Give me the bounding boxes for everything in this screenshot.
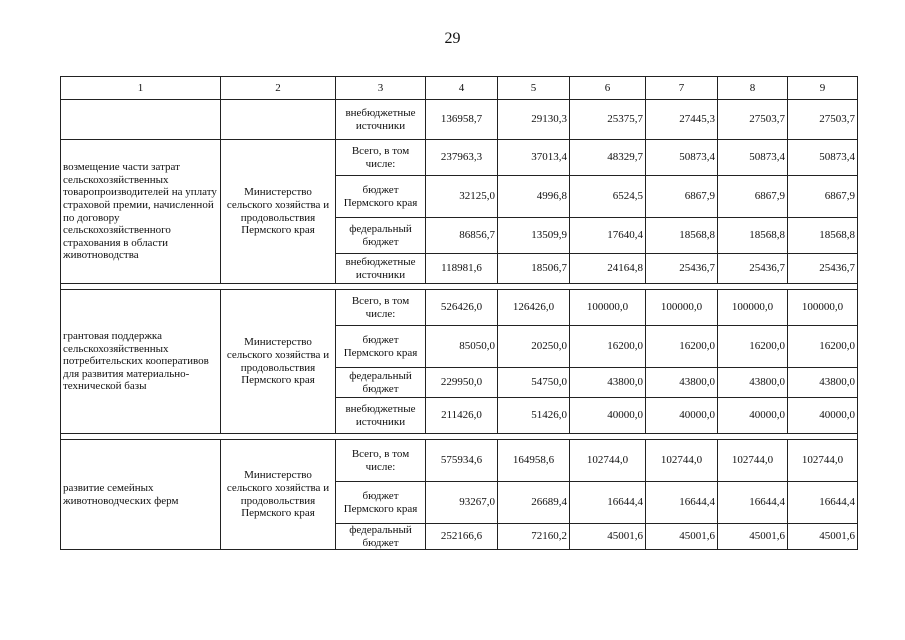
- value-cell: 6524,5: [570, 176, 646, 218]
- column-header: 1: [61, 77, 221, 100]
- column-header: 7: [646, 77, 718, 100]
- value-cell: 45001,6: [718, 524, 788, 550]
- source-cell: внебюджетные источники: [336, 398, 426, 434]
- value-cell: 93267,0: [426, 482, 498, 524]
- value-cell: 6867,9: [718, 176, 788, 218]
- value-cell: 86856,7: [426, 218, 498, 254]
- source-cell: федеральный бюджет: [336, 368, 426, 398]
- value-cell: 27503,7: [788, 100, 858, 140]
- value-cell: 43800,0: [788, 368, 858, 398]
- value-cell: 16644,4: [646, 482, 718, 524]
- value-cell: 27445,3: [646, 100, 718, 140]
- value-cell: 6867,9: [788, 176, 858, 218]
- value-cell: 40000,0: [646, 398, 718, 434]
- value-cell: 100000,0: [570, 290, 646, 326]
- executor-cell: Министерство сельского хозяйства и продовольствия Пермского края: [221, 290, 336, 434]
- table-row: [61, 440, 858, 482]
- measure-name-cell: грантовая поддержка сельскохозяйственных потребительских кооперативов для развития материально-технической базы: [61, 290, 221, 434]
- value-cell: 164958,6: [498, 440, 570, 482]
- value-cell: 45001,6: [570, 524, 646, 550]
- value-cell: 50873,4: [646, 140, 718, 176]
- value-cell: 45001,6: [788, 524, 858, 550]
- value-cell: 16200,0: [788, 326, 858, 368]
- executor-cell: Министерство сельского хозяйства и продовольствия Пермского края: [221, 440, 336, 550]
- value-cell: 17640,4: [570, 218, 646, 254]
- value-cell: 118981,6: [426, 254, 498, 284]
- value-cell: 43800,0: [646, 368, 718, 398]
- value-cell: 85050,0: [426, 326, 498, 368]
- column-header: 3: [336, 77, 426, 100]
- source-cell: внебюджетные источники: [336, 254, 426, 284]
- column-header: 5: [498, 77, 570, 100]
- value-cell: 25436,7: [718, 254, 788, 284]
- source-cell: внебюджетные источники: [336, 100, 426, 140]
- budget-table: [60, 76, 858, 550]
- value-cell: 4996,8: [498, 176, 570, 218]
- value-cell: 25375,7: [570, 100, 646, 140]
- value-cell: 18506,7: [498, 254, 570, 284]
- value-cell: 16644,4: [570, 482, 646, 524]
- measure-name-cell: развитие семейных животноводческих ферм: [61, 440, 221, 550]
- value-cell: 45001,6: [646, 524, 718, 550]
- value-cell: 126426,0: [498, 290, 570, 326]
- value-cell: 25436,7: [788, 254, 858, 284]
- value-cell: 48329,7: [570, 140, 646, 176]
- value-cell: 20250,0: [498, 326, 570, 368]
- value-cell: 575934,6: [426, 440, 498, 482]
- value-cell: 43800,0: [718, 368, 788, 398]
- value-cell: 27503,7: [718, 100, 788, 140]
- source-cell: Всего, в том числе:: [336, 440, 426, 482]
- value-cell: 102744,0: [570, 440, 646, 482]
- executor-cell: Министерство сельского хозяйства и продовольствия Пермского края: [221, 140, 336, 284]
- value-cell: 16644,4: [718, 482, 788, 524]
- measure-name-cell: возмещение части затрат сельскохозяйственных товаропроизводителей на уплату страховой премии, начисленной по договору сельскохозяйственного страхования в области животноводства: [61, 140, 221, 284]
- value-cell: 29130,3: [498, 100, 570, 140]
- value-cell: 136958,7: [426, 100, 498, 140]
- column-header: 6: [570, 77, 646, 100]
- column-header: 4: [426, 77, 498, 100]
- name-cell-empty: [61, 100, 221, 140]
- value-cell: 43800,0: [570, 368, 646, 398]
- value-cell: 18568,8: [718, 218, 788, 254]
- value-cell: 211426,0: [426, 398, 498, 434]
- source-cell: бюджет Пермского края: [336, 176, 426, 218]
- value-cell: 237963,3: [426, 140, 498, 176]
- value-cell: 25436,7: [646, 254, 718, 284]
- column-header: 8: [718, 77, 788, 100]
- value-cell: 37013,4: [498, 140, 570, 176]
- value-cell: 16200,0: [570, 326, 646, 368]
- table-header-row: [61, 77, 858, 100]
- value-cell: 51426,0: [498, 398, 570, 434]
- value-cell: 16200,0: [718, 326, 788, 368]
- column-header: 9: [788, 77, 858, 100]
- value-cell: 54750,0: [498, 368, 570, 398]
- value-cell: 24164,8: [570, 254, 646, 284]
- source-cell: федеральный бюджет: [336, 218, 426, 254]
- value-cell: 6867,9: [646, 176, 718, 218]
- value-cell: 18568,8: [788, 218, 858, 254]
- value-cell: 526426,0: [426, 290, 498, 326]
- page-number: 29: [444, 30, 461, 47]
- source-cell: федеральный бюджет: [336, 524, 426, 550]
- source-cell: бюджет Пермского края: [336, 482, 426, 524]
- value-cell: 50873,4: [788, 140, 858, 176]
- source-cell: бюджет Пермского края: [336, 326, 426, 368]
- value-cell: 16644,4: [788, 482, 858, 524]
- value-cell: 100000,0: [646, 290, 718, 326]
- value-cell: 229950,0: [426, 368, 498, 398]
- value-cell: 102744,0: [788, 440, 858, 482]
- source-cell: Всего, в том числе:: [336, 290, 426, 326]
- value-cell: 50873,4: [718, 140, 788, 176]
- table-row: [61, 140, 858, 176]
- value-cell: 13509,9: [498, 218, 570, 254]
- value-cell: 100000,0: [788, 290, 858, 326]
- value-cell: 102744,0: [646, 440, 718, 482]
- value-cell: 72160,2: [498, 524, 570, 550]
- value-cell: 100000,0: [718, 290, 788, 326]
- value-cell: 40000,0: [570, 398, 646, 434]
- value-cell: 18568,8: [646, 218, 718, 254]
- value-cell: 26689,4: [498, 482, 570, 524]
- value-cell: 102744,0: [718, 440, 788, 482]
- value-cell: 16200,0: [646, 326, 718, 368]
- value-cell: 40000,0: [718, 398, 788, 434]
- source-cell: Всего, в том числе:: [336, 140, 426, 176]
- value-cell: 252166,6: [426, 524, 498, 550]
- table-row: [61, 290, 858, 326]
- value-cell: 40000,0: [788, 398, 858, 434]
- column-header: 2: [221, 77, 336, 100]
- value-cell: 32125,0: [426, 176, 498, 218]
- executor-cell-empty: [221, 100, 336, 140]
- table-row: [61, 100, 858, 140]
